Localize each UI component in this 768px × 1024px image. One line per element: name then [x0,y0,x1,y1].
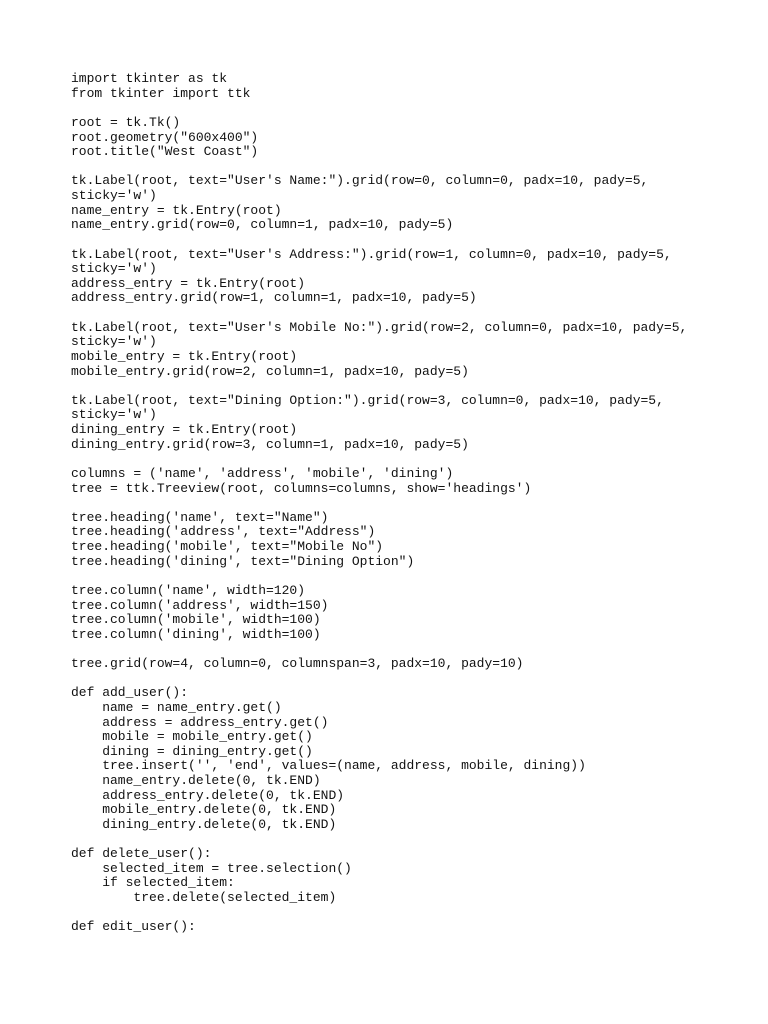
code-line: from tkinter import ttk [71,85,251,101]
code-line: sticky='w') [71,334,157,350]
code-line: def add_user(): [71,685,189,701]
code-line: mobile = mobile_entry.get() [71,729,313,745]
code-block [71,72,751,935]
code-line: tree.column('dining', width=100) [71,626,321,642]
code-line: sticky='w') [71,407,157,423]
code-line: sticky='w') [71,188,157,203]
code-line: import tkinter as tk [71,71,228,86]
code-line: tk.Label(root, text="User's Name:").grid(row=0, column=0, padx=10, pady=5, [71,173,649,189]
code-line: name = name_entry.get() [71,699,282,715]
code-line: tree.insert('', 'end', values=(name, address, mobile, dining)) [71,758,586,774]
code-line: address = address_entry.get() [71,714,329,730]
code-line: tree.column('name', width=120) [71,582,306,598]
code-line: mobile_entry.delete(0, tk.END) [71,802,337,818]
code-line [71,233,751,248]
code-line: name_entry = tk.Entry(root) [71,202,282,218]
code-line: tree.column('mobile', width=100) [71,612,321,628]
code-line: tree.heading('mobile', text="Mobile No") [71,539,384,554]
code-line: address_entry.delete(0, tk.END) [71,787,345,803]
code-line: root.title("West Coast") [71,144,259,160]
code-line: tk.Label(root, text="User's Mobile No:").grid(row=2, column=0, padx=10, pady=5, [71,319,688,335]
code-line [71,101,751,116]
code-line [71,160,751,175]
code-line: tk.Label(root, text="Dining Option:").grid(row=3, column=0, padx=10, pady=5, [71,392,664,408]
code-line: root.geometry("600x400") [71,129,259,145]
code-line: def edit_user(): [71,919,196,935]
code-line: tree.heading('name', text="Name") [71,509,329,525]
code-line: mobile_entry = tk.Entry(root) [71,348,298,364]
code-line [71,496,751,511]
code-line: name_entry.grid(row=0, column=1, padx=10, pady=5) [71,217,454,233]
code-line: tree.heading('address', text="Address") [71,524,376,540]
code-line: tree = ttk.Treeview(root, columns=columns, show='headings') [71,480,532,496]
code-line: tree.column('address', width=150) [71,597,329,613]
code-line: if selected_item: [71,875,235,891]
code-line: tree.heading('dining', text="Dining Option") [71,553,415,569]
code-line [71,452,751,467]
code-line: sticky='w') [71,261,157,277]
code-line: dining_entry.grid(row=3, column=1, padx=10, pady=5) [71,436,469,452]
code-line: selected_item = tree.selection() [71,860,352,876]
code-line: mobile_entry.grid(row=2, column=1, padx=10, pady=5) [71,363,469,379]
code-line: dining_entry.delete(0, tk.END) [71,816,337,832]
code-line: address_entry = tk.Entry(root) [71,275,306,291]
code-line: address_entry.grid(row=1, column=1, padx=10, pady=5) [71,290,477,306]
code-line [71,306,751,321]
code-line [71,379,751,394]
code-line: tree.delete(selected_item) [71,890,337,905]
code-line: tk.Label(root, text="User's Address:").grid(row=1, column=0, padx=10, pady=5, [71,246,672,262]
code-line [71,906,751,921]
code-line [71,833,751,848]
code-line [71,672,751,687]
code-line [71,642,751,657]
code-line: dining = dining_entry.get() [71,743,313,759]
code-line: root = tk.Tk() [71,114,181,130]
code-line: def delete_user(): [71,846,212,862]
code-line [71,569,751,584]
code-line: dining_entry = tk.Entry(root) [71,422,298,437]
code-line: columns = ('name', 'address', 'mobile', 'dining') [71,465,454,481]
code-line: name_entry.delete(0, tk.END) [71,773,321,788]
code-line: tree.grid(row=4, column=0, columnspan=3, padx=10, pady=10) [71,656,524,671]
